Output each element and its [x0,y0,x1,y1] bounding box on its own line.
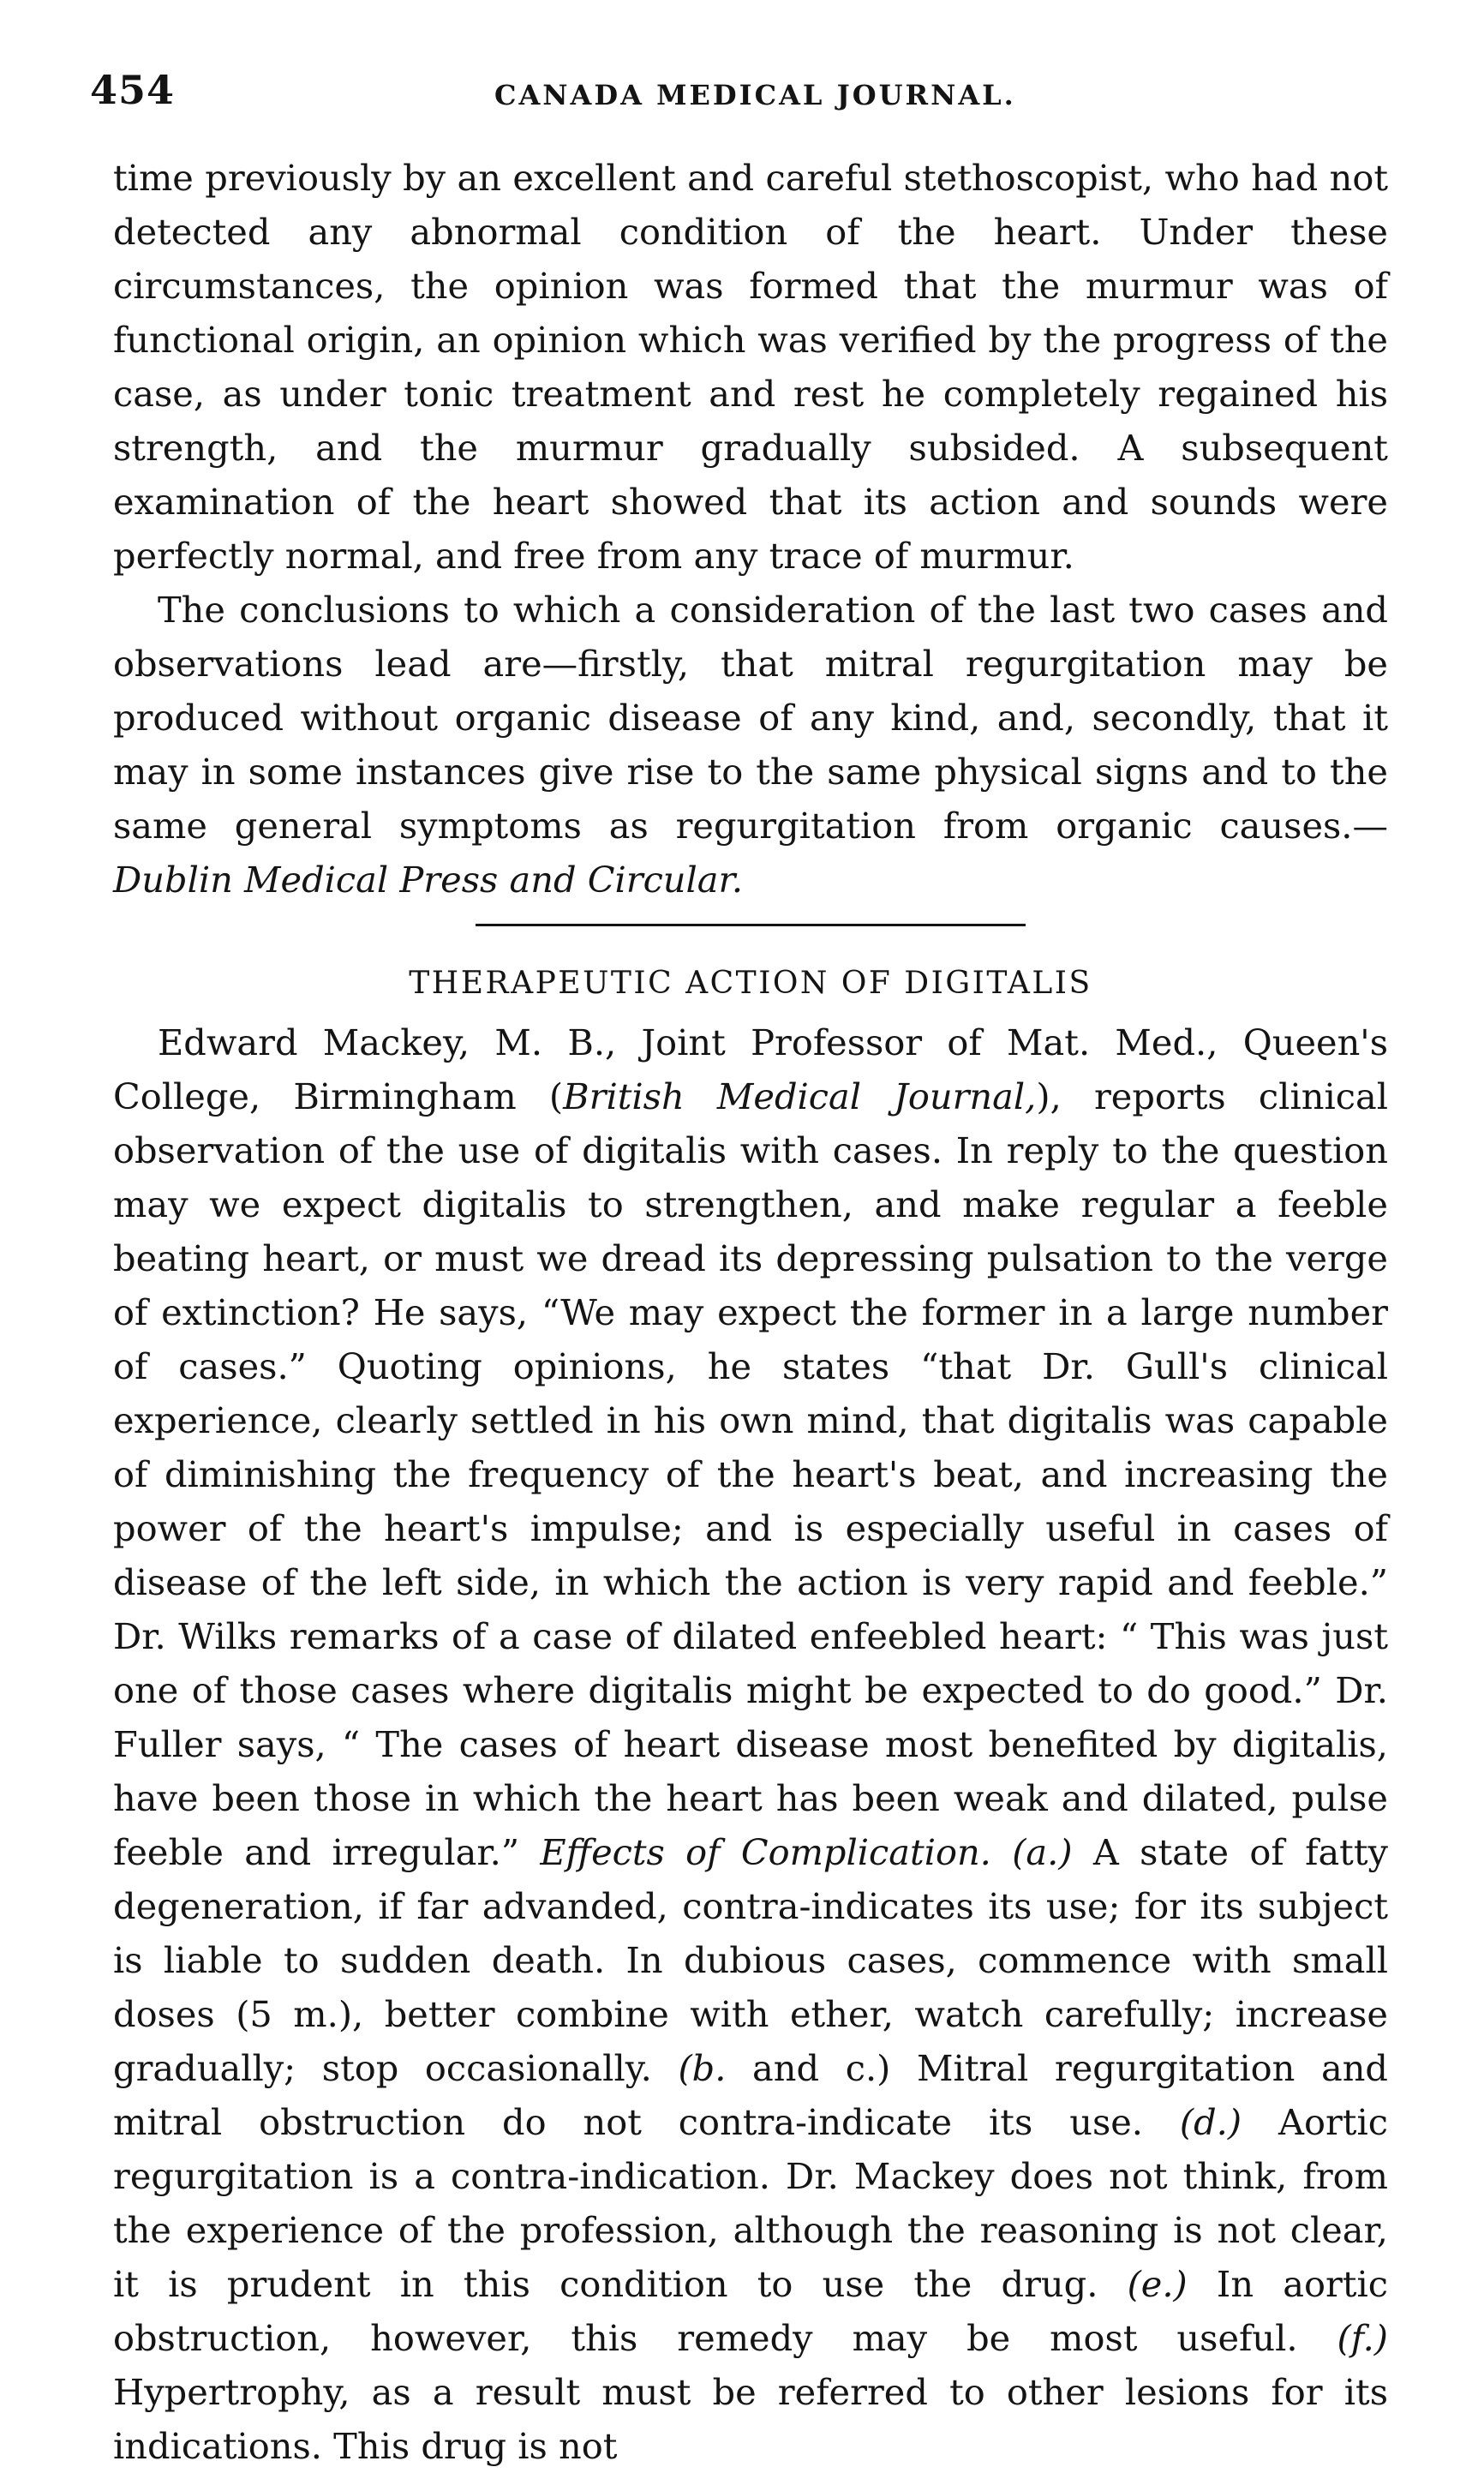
article2-paragraph1 [113,1015,1388,2473]
article2-intro: Edward Mackey, M. B., Joint Professor of Mat. Med., Queen's College, Birmingham ( [113,1021,1388,1117]
marker-d: (d.) [1179,2101,1242,2143]
page-header [90,67,1392,127]
marker-f: (f.) [1337,2317,1388,2359]
section-divider [476,924,1026,926]
marker-b: (b. [678,2047,727,2089]
marker-a: (a.) [1012,1831,1073,1873]
article1-source: Dublin Medical Press and Circular. [113,859,744,901]
article1-conclusions: The conclusions to which a consideration of the last two cases and observations lead are—firstly, that mitral regurgitation may be produced without organic disease of any kind, and, secondly, that it may in some instances give rise to the same physical signs and to the same general symptoms as regurgitation from organic causes.— [113,589,1388,847]
page-number: 454 [90,67,176,113]
article1-paragraph2 [113,583,1388,907]
running-head: CANADA MEDICAL JOURNAL. [494,79,1016,111]
article2-aortic-regurgitation: Aortic regurgitation is a contra-indication. Dr. Mackey does not think, from the experience of the profession, although the reasoning is not clear, it is prudent in this condition to use the drug. [113,2101,1388,2305]
article2-aortic-obstruction: In aortic obstruction, however, this remedy may be most useful. [113,2263,1388,2359]
article2-hypertrophy: Hypertrophy, as a result must be referred to other lesions for its indications. This drug is not [113,2371,1388,2467]
article2-fatty: A state of fatty degeneration, if far advanded, contra-indicates its use; for its subject is liable to sudden death. In dubious cases, commence with small doses (5 m.), better combine with ether, watch carefully; increase gradually; stop occasionally. [113,1831,1388,2089]
article2-effects-heading: Effects of Complication. [540,1831,991,1873]
article2-body: ), reports clinical observation of the use of digitalis with cases. In reply to the question may we expect digitalis to strengthen, and make regular a feeble beating heart, or must we dread its depressing pulsation to the verge of extinction? He says, “We may expect the former in a large number of cases.” Quoting opinions, he states “that Dr. Gull's clinical experience, clearly settled in his own mind, that digitalis was capable of diminishing the frequency of the heart's beat, and increasing the power of the heart's impulse; and is especially useful in cases of disease of the left side, in which the action is very rapid and feeble.” Dr. Wilks remarks of a case of dilated enfeebled heart: “ This was just one of those cases where digitalis might be expected to do good.” Dr. Fuller says, “ The cases of heart disease most benefited by digitalis, have been those in which the heart has been weak and dilated, pulse feeble and irregular.” [113,1075,1388,1873]
marker-e: (e.) [1127,2263,1188,2305]
article2-title: THERAPEUTIC ACTION OF DIGITALIS [409,966,1092,1001]
article2-mitral: and c.) Mitral regurgitation and mitral obstruction do not contra-indicate its use. [113,2047,1388,2143]
article2-journal: British Medical Journal, [563,1075,1037,1117]
page-body [113,151,1388,2473]
article1-paragraph1: time previously by an excellent and careful stethoscopist, who had not detected any abnormal condition of the heart. Under these circumstances, the opinion was formed that the murmur was of functional origin, an opinion which was verified by the progress of the case, as under tonic treatment and rest he completely regained his strength, and the murmur gradually subsided. A subsequent examination of the heart showed that its action and sounds were perfectly normal, and free from any trace of murmur. [113,157,1388,577]
